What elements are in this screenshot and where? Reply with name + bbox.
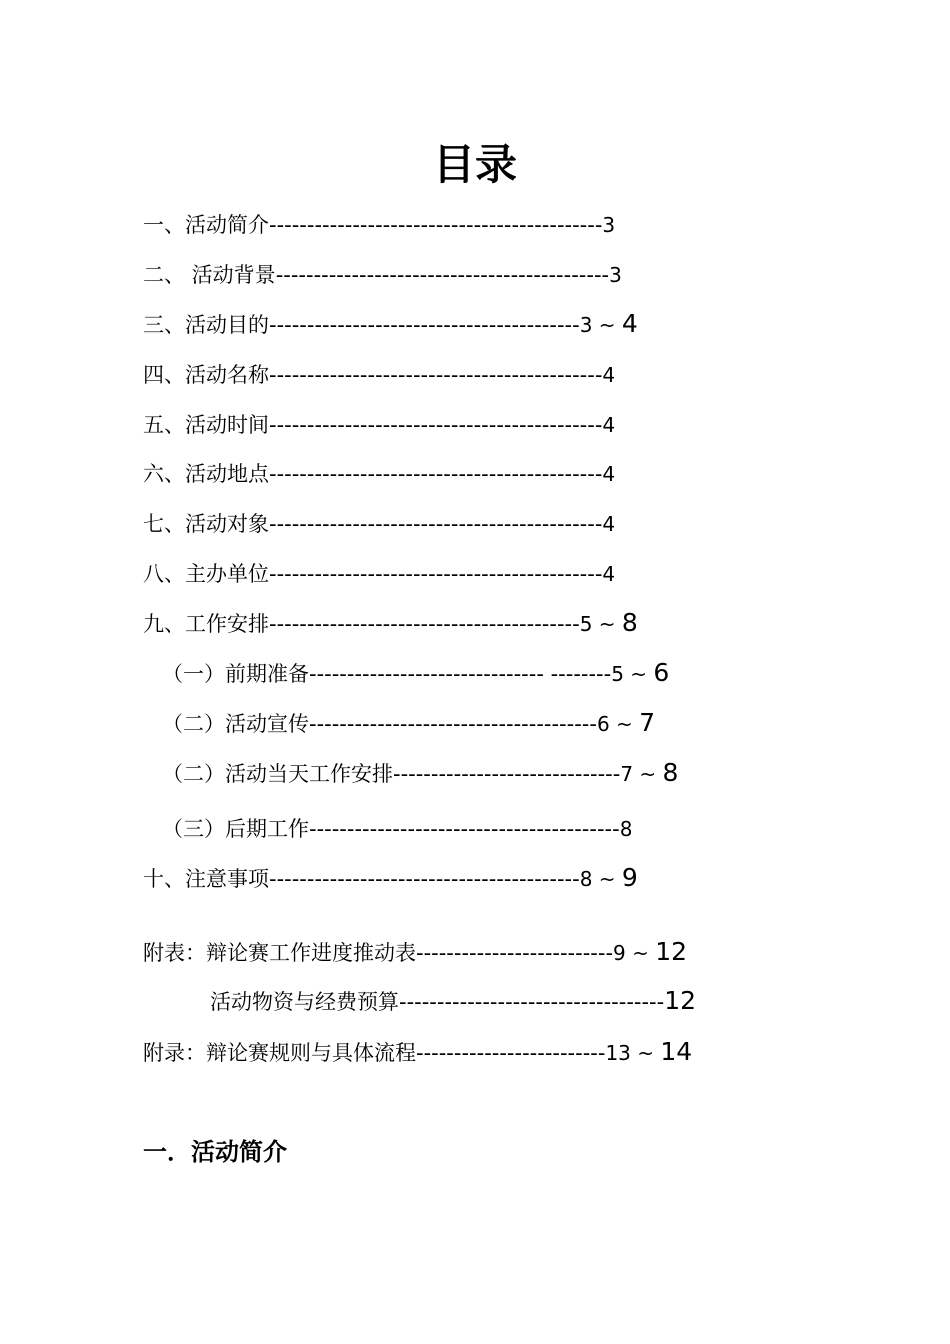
toc-entry[interactable] bbox=[210, 986, 696, 1017]
toc-leader: -------------------------------------- bbox=[309, 712, 597, 736]
toc-label: 四、活动名称 bbox=[143, 363, 269, 387]
toc-label: 附表：辩论赛工作进度推动表 bbox=[143, 941, 416, 965]
toc-label: （二）活动当天工作安排 bbox=[162, 762, 393, 786]
toc-label: 三、活动目的 bbox=[143, 313, 269, 337]
toc-page: 4 bbox=[602, 512, 616, 536]
toc-entry[interactable] bbox=[143, 409, 615, 440]
toc-entry[interactable] bbox=[143, 309, 638, 340]
toc-page-end: 8 bbox=[662, 758, 679, 787]
toc-page: 3 bbox=[602, 213, 616, 237]
toc-page: 4 bbox=[602, 413, 616, 437]
toc-label: 十、注意事项 bbox=[143, 867, 269, 891]
toc-leader: ------------------------- bbox=[416, 1041, 606, 1065]
toc-entry[interactable] bbox=[162, 708, 655, 739]
page-title: 目录 bbox=[432, 140, 517, 189]
toc-entry[interactable] bbox=[143, 259, 622, 290]
toc-page: 6 ~ bbox=[596, 712, 640, 736]
toc-label: 五、活动时间 bbox=[143, 413, 269, 437]
toc-page: 5 ~ bbox=[579, 612, 622, 636]
toc-entry[interactable] bbox=[162, 758, 678, 789]
toc-leader: -------------------------------------------- bbox=[269, 413, 603, 437]
toc-leader: ----------------------------------------- bbox=[269, 867, 580, 891]
toc-leader: ----------------------------------------- bbox=[309, 817, 620, 841]
toc-label: 二、 活动背景 bbox=[143, 263, 276, 287]
toc-leader: ------------------------------ bbox=[393, 762, 621, 786]
toc-page: 4 bbox=[602, 363, 616, 387]
toc-entry[interactable] bbox=[143, 558, 615, 589]
toc-entry[interactable] bbox=[162, 658, 669, 689]
toc-entry[interactable] bbox=[143, 359, 615, 390]
toc-page-end: 7 bbox=[639, 708, 656, 737]
toc-leader: -------------------------------------------- bbox=[269, 562, 603, 586]
toc-entry[interactable] bbox=[143, 608, 638, 639]
section-heading: 一．活动简介 bbox=[143, 1138, 287, 1166]
toc-page: 8 ~ bbox=[579, 867, 622, 891]
toc-page: 7 ~ bbox=[620, 762, 663, 786]
toc-page-end: 6 bbox=[653, 658, 670, 687]
toc-leader: ----------------------------------------- bbox=[269, 612, 580, 636]
toc-entry[interactable] bbox=[162, 813, 632, 844]
toc-label: 附录：辩论赛规则与具体流程 bbox=[143, 1041, 416, 1065]
toc-page-end: 12 bbox=[655, 937, 688, 966]
toc-label: （二）活动宣传 bbox=[162, 712, 309, 736]
toc-leader: -------------------------------------------- bbox=[269, 462, 603, 486]
toc-label: （一）前期准备 bbox=[162, 662, 309, 686]
toc-leader: -------------------------- bbox=[416, 941, 614, 965]
toc-label: 活动物资与经费预算 bbox=[210, 990, 399, 1014]
toc-label: 六、活动地点 bbox=[143, 462, 269, 486]
toc-label: 一、活动简介 bbox=[143, 213, 269, 237]
toc-page: 4 bbox=[602, 462, 616, 486]
toc-page-end: 8 bbox=[621, 608, 638, 637]
toc-label: （三）后期工作 bbox=[162, 817, 309, 841]
toc-page: 3 bbox=[609, 263, 622, 287]
toc-page-end: 12 bbox=[664, 986, 697, 1015]
toc-page: 3 ~ bbox=[579, 313, 622, 337]
toc-leader: -------------------------------------------- bbox=[269, 363, 603, 387]
toc-label: 七、活动对象 bbox=[143, 512, 269, 536]
toc-entry[interactable] bbox=[143, 508, 615, 539]
toc-label: 九、工作安排 bbox=[143, 612, 269, 636]
toc-label: 八、主办单位 bbox=[143, 562, 269, 586]
toc-page-end: 9 bbox=[621, 863, 638, 892]
toc-page: 8 bbox=[619, 817, 633, 841]
toc-leader: ----------------------------------------- bbox=[269, 313, 580, 337]
toc-page-end: 4 bbox=[621, 309, 638, 338]
toc-page: 4 bbox=[602, 562, 616, 586]
toc-leader: -------------------------------------------- bbox=[275, 263, 610, 287]
toc-leader: ------------------------------- -------- bbox=[309, 662, 612, 686]
toc-page-end: 14 bbox=[660, 1037, 693, 1066]
toc-entry[interactable] bbox=[143, 458, 615, 489]
toc-page: 13 ~ bbox=[605, 1041, 661, 1065]
toc-entry[interactable] bbox=[143, 1037, 692, 1068]
toc-page: 5 ~ bbox=[611, 662, 654, 686]
toc-entry[interactable] bbox=[143, 863, 638, 894]
toc-leader: -------------------------------------------- bbox=[269, 512, 603, 536]
toc-entry[interactable] bbox=[143, 209, 615, 240]
toc-page: 9 ~ bbox=[613, 941, 656, 965]
toc-entry[interactable] bbox=[143, 937, 687, 968]
toc-leader: -------------------------------------------- bbox=[269, 213, 603, 237]
toc-leader: ----------------------------------- bbox=[399, 990, 665, 1014]
